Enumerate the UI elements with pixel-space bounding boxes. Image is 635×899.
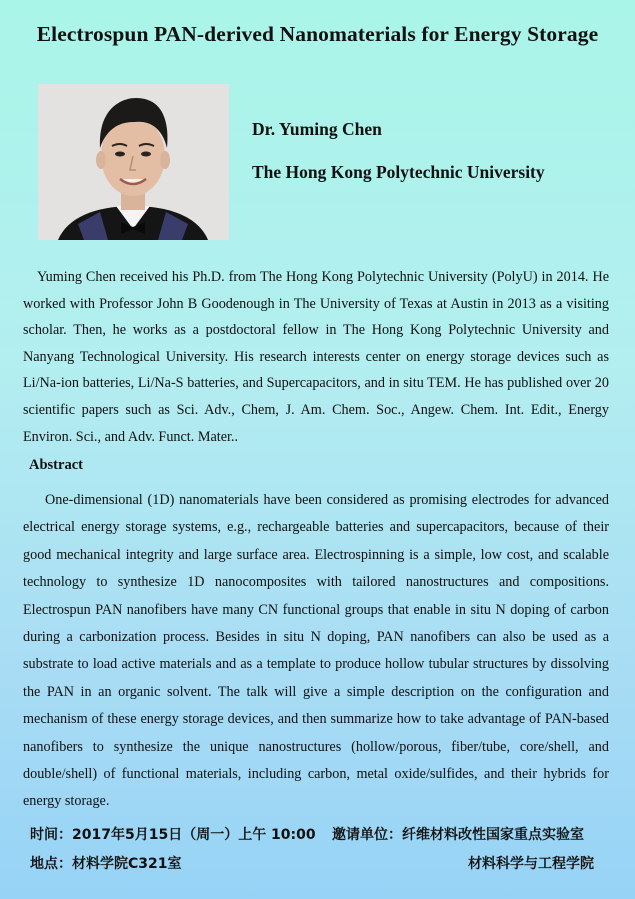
speaker-affiliation: The Hong Kong Polytechnic University	[252, 162, 545, 182]
host-unit: 邀请单位：纤维材料改性国家重点实验室	[332, 827, 584, 843]
speaker-photo	[38, 84, 229, 240]
abstract-text: One-dimensional (1D) nanomaterials have been considered as promising electrodes for advanced electrical energy storage systems, e.g., rechargeable batteries and supercapacitors, because of their good mechanical integrity and large surface area. Electrospinning is a simple, low cost, and scalable technology to synthesize 1D nanocomposites with tailored nanostructures and compositions. Electrospun PAN nanofibers have many CN functional groups that enable in situ N doping of carbon during a carbonization process. Besides in situ N doping, PAN nanofibers can also be used as a substrate to load active materials and as a template to produce hollow tubular structures by dissolving the PAN in an organic solvent. The talk will give a simple description on the configuration and mechanism of these energy storage devices, and then summarize how to take advantage of PAN-based nanofibers to synthesize the unique nanostructures (hollow/porous, fiber/tube, core/shell, and double/shell) of functional materials, including carbon, metal oxide/sulfides, and their hybrids for energy storage.	[23, 492, 609, 810]
host-unit-secondary: 材料科学与工程学院	[468, 856, 594, 872]
event-time: 时间：2017年5月15日（周一）上午 10:00	[30, 827, 316, 843]
speaker-bio: Yuming Chen received his Ph.D. from The Hong Kong Polytechnic University (PolyU) in 2014. He worked with Professor John B Goodenough in The University of Texas at Austin in 2013 as a visiting scholar. Then, he works as a postdoctoral fellow in The Hong Kong Polytechnic University and Nanyang Technological University. His research interests center on energy storage devices such as Li/Na-ion batteries, Li/Na-S batteries, and Supercapacitors, and in situ TEM. He has published over 20 scientific papers such as Sci. Adv., Chem, J. Am. Chem. Soc., Angew. Chem. Int. Edit., Energy Environ. Sci., and Adv. Funct. Mater..	[23, 269, 609, 445]
speaker-name: Dr. Yuming Chen	[252, 119, 382, 139]
event-location: 地点：材料学院C321室	[30, 856, 182, 872]
abstract-heading: Abstract	[29, 457, 83, 473]
poster-title: Electrospun PAN-derived Nanomaterials for Energy Storage	[36, 22, 599, 46]
